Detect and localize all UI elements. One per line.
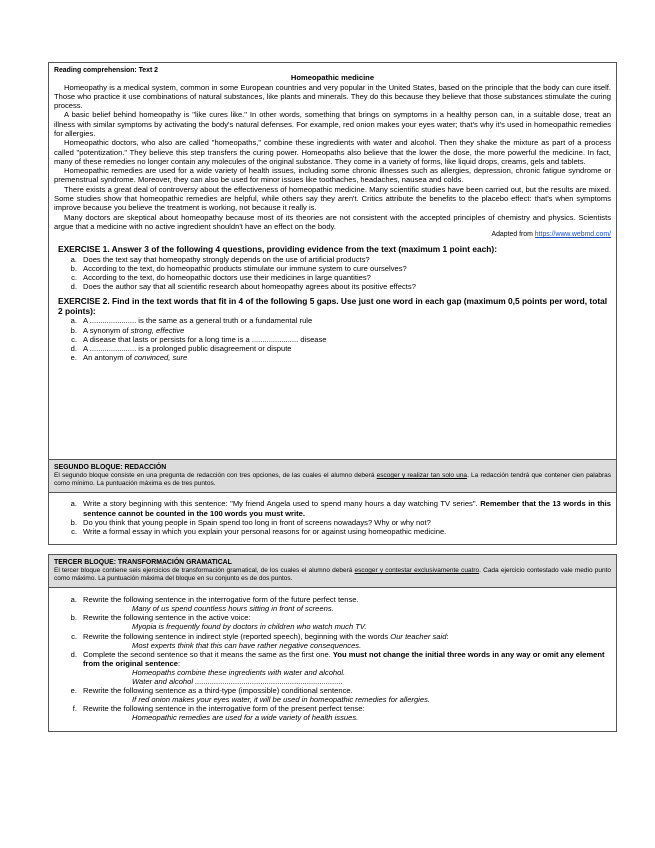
item-prompt xyxy=(83,632,611,641)
writing-options xyxy=(49,492,616,543)
block3-text-post: . Cada ejercicio contestado vale medio punto como máximo. La puntuación máxima del bloque en su conjunto es de dos puntos. xyxy=(54,567,612,583)
prompt-bold: You must not change the initial three words in any way or omit any element from the original sentence xyxy=(83,649,605,668)
item-prompt: Rewrite the following sentence in the interrogative form of the future perfect tense. xyxy=(83,595,359,605)
paragraph: Many doctors are skeptical about homeopathy because most of its theories are not consistent with the accepted principles of chemistry and physics. Scientists argue that a medicine with no active ingredient shouldn't have an effect on the body. xyxy=(54,212,611,231)
item-gap: ...................... xyxy=(89,343,137,353)
item-key: b. xyxy=(70,325,77,335)
block2-heading: SEGUNDO BLOQUE: REDACCIÓN xyxy=(54,464,167,471)
item-gap: ...................... xyxy=(89,316,137,326)
item-pre: A xyxy=(83,343,90,353)
item-key: d. xyxy=(70,282,77,292)
item-text xyxy=(83,326,611,335)
exercise2-heading: EXERCISE 2. Find in the text words that fit in 4 of the following 5 gaps. Use just one word in each gap (maximum 0,5 points per word, total 2 points): xyxy=(58,296,608,316)
item-key: a. xyxy=(70,316,77,326)
list-item xyxy=(54,273,611,282)
reading-section xyxy=(48,62,617,460)
item-note: Remember that the 13 words in this sentence cannot be counted in the 100 words you must write. xyxy=(83,499,611,518)
grammar-exercises xyxy=(49,587,616,730)
item-text xyxy=(83,316,611,325)
list-item xyxy=(54,282,611,291)
item-text: Does the author say that all scientific research about homeopathy agrees about its positive effects? xyxy=(83,282,416,292)
paragraph: There exists a great deal of controversy about the effectiveness of homeopathic medicine. Many scientific studies have been carried out, but the results are mixed. Some studies show that homeopathic remedies are helpful, while others say they aren't. Critics attribute the benefits to the placebo effect: that's when symptoms improve because you believe the treatment is working, not because it really is. xyxy=(54,184,611,213)
item-text: According to the text, do homeopathic doctors use their medicines in large quantities? xyxy=(83,273,371,283)
item-prompt: Rewrite the following sentence in the active voice: xyxy=(83,613,251,623)
item-key: c. xyxy=(71,631,77,641)
prompt-post: : xyxy=(446,631,449,641)
item-text xyxy=(83,335,611,344)
item-key: e. xyxy=(70,686,77,696)
item-key: d. xyxy=(70,343,77,353)
prompt-pre: Complete the second sentence so that it means the same as the first one. xyxy=(83,649,333,659)
list-item xyxy=(54,335,611,344)
item-text: According to the text, do homeopathic products stimulate our immune system to cure ourselves? xyxy=(83,263,407,273)
item-post: disease xyxy=(298,334,327,344)
reading-text xyxy=(54,83,611,232)
list-item xyxy=(54,686,611,695)
item-key: a. xyxy=(70,499,77,509)
item-pre: A xyxy=(83,316,90,326)
block3-instructions xyxy=(49,555,616,587)
grammar-block xyxy=(48,554,617,732)
list-item xyxy=(54,650,611,668)
list-item xyxy=(54,704,611,713)
item-prompt: Rewrite the following sentence in the interrogative form of the present perfect tense: xyxy=(83,704,365,714)
item-key: c. xyxy=(71,526,77,536)
paragraph: A basic belief behind homeopathy is "like cures like." In other words, something that brings on symptoms in a healthy person can, in a suitable dose, treat an illness with similar symptoms by activating the body's natural defenses. For example, red onion makes your eyes water; that's why it's used in homeopathic remedies for allergies. xyxy=(54,110,611,138)
item-key: c. xyxy=(71,273,77,283)
item-emphasis: strong, effective xyxy=(130,325,185,335)
item-sentence: If red onion makes your eyes water, it will be used in homeopathic remedies for allergies. xyxy=(132,695,430,705)
item-key: b. xyxy=(70,517,77,527)
item-text: Does the text say that homeopathy strongly depends on the use of artificial products? xyxy=(83,254,370,264)
block2-text-post: . La redacción tendrá que contener cien palabras como mínimo. La puntuación máxima es de tres puntos. xyxy=(54,472,611,488)
item-sentence: Many of us spend countless hours sitting in front of screens. xyxy=(132,604,334,614)
paragraph: Homeopathy is a medical system, common in some European countries and very popular in the United States, based on the principle that the body can cure itself. Those who practice it use combinations of natural substances, like plants and minerals. They do this because they believe that those substances stimulate the curing process. xyxy=(54,82,611,111)
item-key: b. xyxy=(70,263,77,273)
list-item xyxy=(54,316,611,325)
list-item xyxy=(54,613,611,622)
item-answer-line: Water and alcohol ...................................................................... xyxy=(132,677,343,687)
item-emphasis: convinced, sure xyxy=(134,352,188,362)
block2-text-pre: El segundo bloque consiste en una pregunta de redacción con tres opciones, de las cuales el alumno deberá xyxy=(54,472,377,480)
item-pre: A disease that lasts or persists for a long time is a xyxy=(83,334,252,344)
exam-page xyxy=(48,62,617,732)
item-sentence: Homeopathic remedies are used for a wide variety of health issues. xyxy=(132,713,359,723)
block3-text xyxy=(54,567,611,583)
exercise1-heading: EXERCISE 1. Answer 3 of the following 4 questions, providing evidence from the text (maximum 1 point each): xyxy=(58,244,497,255)
item-prompt xyxy=(83,650,611,668)
block3-heading: TERCER BLOQUE: TRANSFORMACIÓN GRAMATICAL xyxy=(54,558,232,566)
text-title: Homeopathic medicine xyxy=(290,73,375,82)
list-item xyxy=(54,344,611,353)
block2-instructions xyxy=(49,460,616,492)
list-item xyxy=(54,264,611,273)
item-sentence: Homeopaths combine these ingredients with water and alcohol. xyxy=(132,667,346,677)
list-item xyxy=(54,632,611,641)
list-item xyxy=(54,255,611,264)
item-text xyxy=(83,353,611,362)
source-line xyxy=(54,231,611,239)
item-post: is a prolonged public disagreement or dispute xyxy=(136,343,292,353)
item-prompt: Write a story beginning with this sentence: "My friend Angela used to spend many hours a day watching TV series". xyxy=(83,499,478,509)
block2-text xyxy=(54,472,611,488)
item-key: c. xyxy=(71,334,77,344)
item-sentence: Most experts think that this can have rather negative consequences. xyxy=(132,640,362,650)
paragraph: Homeopathic remedies are used for a wide variety of health issues, including some chronic illnesses such as allergies, depression, chronic fatigue syndrome or premenstrual syndrome. Moreover, they can also be used for minor issues like toothaches, headaches, nausea and colds. xyxy=(54,166,611,185)
item-key: f. xyxy=(72,704,77,714)
item-prompt: Write a formal essay in which you explain your personal reasons for or against using homeopathic medicine. xyxy=(83,526,447,536)
item-pre: An antonym of xyxy=(83,352,135,362)
paragraph: Homeopathic doctors, who also are called "homeopaths," combine these ingredients with water and alcohol. Then they shake the mixture as part of a process called "potentization." They believe this step transfers the curing power. Homeopaths also believe that the lower the dose, the more powerful the medicine. In fact, many of these remedies no longer contain any molecules of the original substance. They come in a variety of forms, like liquid drops, creams, gels and tablets. xyxy=(54,138,611,166)
prompt-pre: Rewrite the following sentence in indirect style (reported speech), beginning with the words xyxy=(83,631,391,641)
reading-label: Reading comprehension: Text 2 xyxy=(54,67,159,74)
item-key: a. xyxy=(70,254,77,264)
list-item xyxy=(54,353,611,362)
item-sentence: Myopia is frequently found by doctors in children who watch much TV. xyxy=(132,622,367,632)
list-item xyxy=(54,499,611,517)
block2-text-underlined: escoger y realizar tan solo una xyxy=(376,472,468,480)
source-prefix: Adapted from xyxy=(491,231,535,239)
item-key: e. xyxy=(70,352,77,362)
item-text xyxy=(83,344,611,353)
writing-block xyxy=(48,460,617,545)
block3-text-pre: El tercer bloque contiene seis ejercicios de transformación gramatical, de los cuales el alumno deberá xyxy=(54,567,355,575)
item-key: d. xyxy=(70,649,77,659)
exercise2-list xyxy=(54,316,611,361)
block3-text-underlined: escoger y contestar exclusivamente cuatro xyxy=(354,567,480,575)
item-gap: ...................... xyxy=(251,334,299,344)
item-key: b. xyxy=(70,613,77,623)
source-link[interactable]: https://www.webmd.com/ xyxy=(534,231,611,239)
item-pre: A synonym of xyxy=(83,325,131,335)
list-item xyxy=(54,326,611,335)
item-key: a. xyxy=(70,595,77,605)
list-item xyxy=(54,518,611,527)
item-prompt: Rewrite the following sentence as a third-type (impossible) conditional sentence. xyxy=(83,686,353,696)
item-text xyxy=(83,499,611,517)
item-prompt: Do you think that young people in Spain spend too long in front of screens nowadays? Why or why not? xyxy=(83,517,431,527)
exercise1-list xyxy=(54,255,611,291)
list-item xyxy=(54,527,611,536)
prompt-emphasis: Our teacher said xyxy=(390,631,447,641)
item-post: is the same as a general truth or a fundamental rule xyxy=(136,316,313,326)
list-item xyxy=(54,595,611,604)
prompt-post: : xyxy=(177,658,181,668)
